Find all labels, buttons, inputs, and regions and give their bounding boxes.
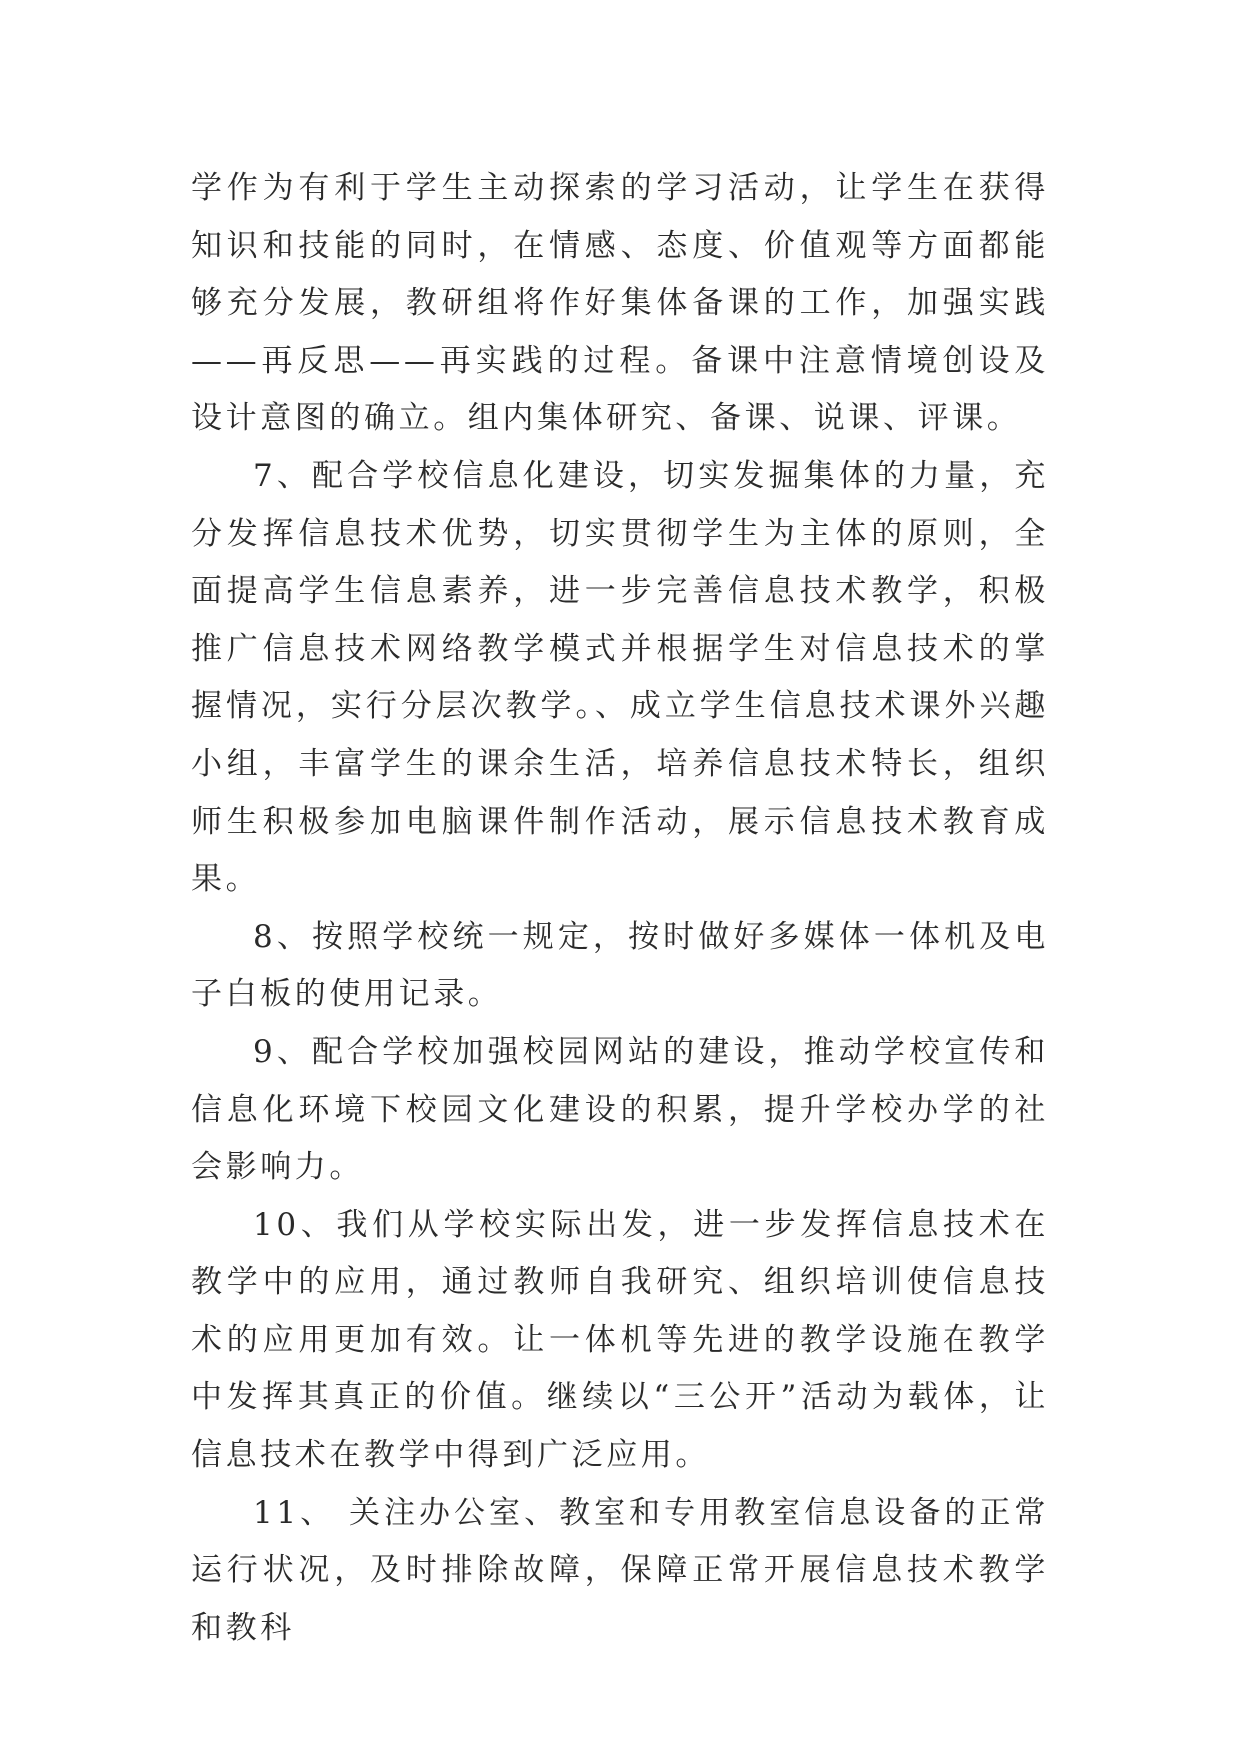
paragraph-item-7: 7、配合学校信息化建设，切实发掘集体的力量，充分发挥信息技术优势，切实贯彻学生为主体的原则，全面提高学生信息素养，进一步完善信息技术教学，积极推广信息技术网络教学模式并根据学生对信息技术的掌握情况，实行分层次教学。、成立学生信息技术课外兴趣小组，丰富学生的课余生活，培养信息技术特长，组织师生积极参加电脑课件制作活动，展示信息技术教育成果。 [191, 457, 1049, 898]
document-body [191, 160, 1049, 1657]
paragraph-item-11: 11、 关注办公室、教室和专用教室信息设备的正常运行状况，及时排除故障，保障正常开展信息技术教学和教科 [191, 1494, 1049, 1646]
paragraph-continuation: 学作为有利于学生主动探索的学习活动，让学生在获得知识和技能的同时，在情感、态度、价值观等方面都能够充分发展，教研组将作好集体备课的工作，加强实践——再反思——再实践的过程。备课中注意情境创设及设计意图的确立。组内集体研究、备课、说课、评课。 [191, 170, 1049, 437]
paragraph-item-10: 10、我们从学校实际出发，进一步发挥信息技术在教学中的应用，通过教师自我研究、组织培训使信息技术的应用更加有效。让一体机等先进的教学设施在教学中发挥其真正的价值。继续以“三公开”活动为载体，让信息技术在教学中得到广泛应用。 [191, 1206, 1049, 1474]
paragraph-item-9: 9、配合学校加强校园网站的建设，推动学校宣传和信息化环境下校园文化建设的积累，提升学校办学的社会影响力。 [191, 1033, 1049, 1186]
paragraph-item-8: 8、按照学校统一规定，按时做好多媒体一体机及电子白板的使用记录。 [191, 918, 1049, 1013]
